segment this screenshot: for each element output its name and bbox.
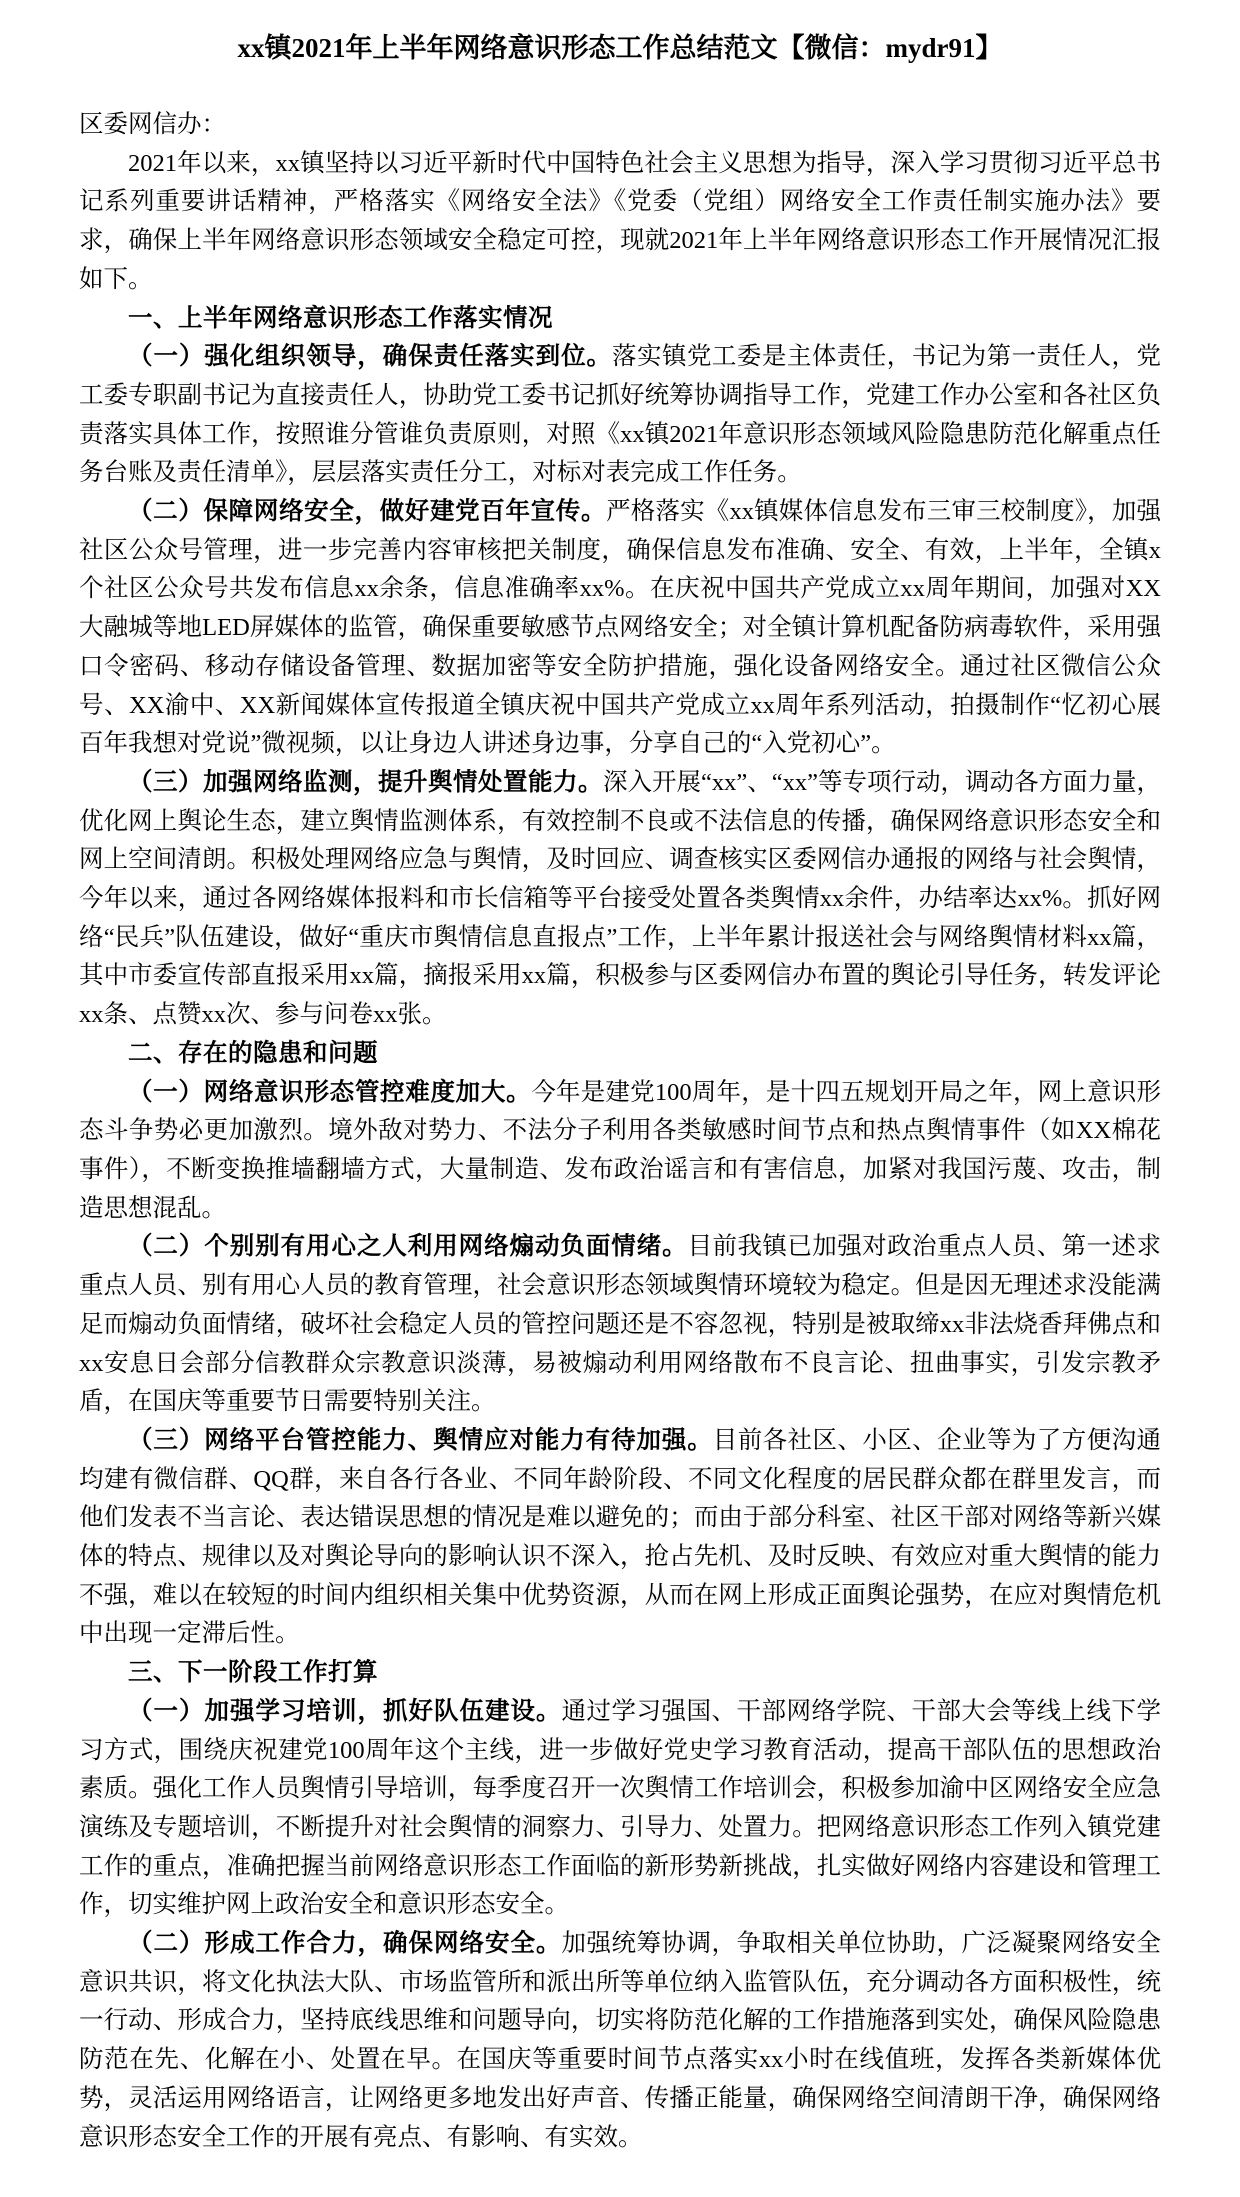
paragraph — [79, 1074, 1161, 1229]
paragraph-text: 2021年以来，xx镇坚持以习近平新时代中国特色社会主义思想为指导，深入学习贯彻习近平总书记系列重要讲话精神，严格落实《网络安全法》《党委（党组）网络安全工作责任制实施办法》要求，确保上半年网络意识形态领域安全稳定可控，现就2021年上半年网络意识形态工作开展情况汇报如下。 — [79, 149, 1161, 293]
paragraph — [79, 1422, 1161, 1654]
paragraph — [79, 764, 1161, 1035]
document-body — [79, 106, 1161, 2157]
paragraph-text: 落实镇党工委是主体责任，书记为第一责任人，党工委专职副书记为直接责任人，协助党工委书记抓好统筹协调指导工作，党建工作办公室和各社区负责落实具体工作，按照谁分管谁负责原则，对照《xx镇2021年意识形态领域风险隐患防范化解重点任务台账及责任清单》，层层落实责任分工，对标对表完成工作任务。 — [79, 343, 1162, 487]
paragraph — [79, 106, 1161, 145]
paragraph-lead: （一）加强学习培训，抓好队伍建设。 — [128, 1697, 562, 1725]
paragraph-text: 今年是建党100周年，是十四五规划开局之年，网上意识形态斗争势必更加激烈。境外敌对势力、不法分子利用各类敏感时间节点和热点舆情事件（如XX棉花事件），不断变换推墙翻墙方式，大量制造、发布政治谣言和有害信息，加紧对我国污蔑、攻击，制造思想混乱。 — [79, 1078, 1162, 1222]
paragraph-lead: （二）形成工作合力，确保网络安全。 — [128, 1930, 562, 1958]
paragraph-lead: 三、下一阶段工作打算 — [128, 1659, 378, 1687]
paragraph — [79, 1654, 1161, 1693]
paragraph-lead: （二）保障网络安全，做好建党百年宣传。 — [128, 498, 607, 526]
paragraph-text: 加强统筹协调，争取相关单位协助，广泛凝聚网络安全意识共识，将文化执法大队、市场监管所和派出所等单位纳入监管队伍，充分调动各方面积极性，统一行动、形成合力，坚持底线思维和问题导向，切实将防范化解的工作措施落到实处，确保风险隐患防范在先、化解在小、处置在早。在国庆等重要时间节点落实xx小时在线值班，发挥各类新媒体优势，灵活运用网络语言，让网络更多地发出好声音、传播正能量，确保网络空间清朗干净，确保网络意识形态安全工作的开展有亮点、有影响、有实效。 — [79, 1930, 1161, 2151]
paragraph-lead: （一）强化组织领导，确保责任落实到位。 — [128, 343, 613, 371]
paragraph-lead: （一）网络意识形态管控难度加大。 — [128, 1078, 532, 1106]
document-title: xx镇2021年上半年网络意识形态工作总结范文【微信：mydr91】 — [237, 33, 1003, 63]
paragraph-lead: 二、存在的隐患和问题 — [128, 1039, 378, 1067]
paragraph — [79, 1925, 1161, 2157]
paragraph-lead: （三）网络平台管控能力、舆情应对能力有待加强。 — [128, 1426, 713, 1454]
paragraph-lead: （二）个别别有用心之人利用网络煽动负面情绪。 — [128, 1233, 688, 1261]
paragraph-lead: （三）加强网络监测，提升舆情处置能力。 — [128, 768, 603, 796]
paragraph-text: 深入开展“xx”、“xx”等专项行动，调动各方面力量，优化网上舆论生态，建立舆情监测体系，有效控制不良或不法信息的传播，确保网络意识形态安全和网上空间清朗。积极处理网络应急与舆情，及时回应、调查核实区委网信办通报的网络与社会舆情，今年以来，通过各网络媒体报料和市长信箱等平台接受处置各类舆情xx余件，办结率达xx%。抓好网络“民兵”队伍建设，做好“重庆市舆情信息直报点”工作，上半年累计报送社会与网络舆情材料xx篇，其中市委宣传部直报采用xx篇，摘报采用xx篇，积极参与区委网信办布置的舆论引导任务，转发评论xx条、点赞xx次、参与问卷xx张。 — [79, 768, 1161, 1029]
paragraph-text: 严格落实《xx镇媒体信息发布三审三校制度》，加强社区公众号管理，进一步完善内容审核把关制度，确保信息发布准确、安全、有效，上半年，全镇x个社区公众号共发布信息xx余条，信息准确率xx%。在庆祝中国共产党成立xx周年期间，加强对XX大融城等地LED屏媒体的监管，确保重要敏感节点网络安全；对全镇计算机配备防病毒软件，采用强口令密码、移动存储设备管理、数据加密等安全防护措施，强化设备网络安全。通过社区微信公众号、XX渝中、XX新闻媒体宣传报道全镇庆祝中国共产党成立xx周年系列活动，拍摄制作“忆初心展百年我想对党说”微视频，以让身边人讲述身边事，分享自己的“入党初心”。 — [79, 498, 1162, 758]
paragraph-lead: 一、上半年网络意识形态工作落实情况 — [128, 304, 553, 332]
paragraph — [79, 1228, 1161, 1422]
paragraph — [79, 493, 1161, 764]
paragraph — [79, 1035, 1161, 1074]
paragraph — [79, 1693, 1161, 1925]
paragraph-text: 区委网信办： — [79, 111, 226, 138]
paragraph — [79, 300, 1161, 339]
paragraph-text: 通过学习强国、干部网络学院、干部大会等线上线下学习方式，围绕庆祝建党100周年这个主线，进一步做好党史学习教育活动，提高干部队伍的思想政治素质。强化工作人员舆情引导培训，每季度召开一次舆情工作培训会，积极参加渝中区网络安全应急演练及专题培训，不断提升对社会舆情的洞察力、引导力、处置力。把网络意识形态工作列入镇党建工作的重点，准确把握当前网络意识形态工作面临的新形势新挑战，扎实做好网络内容建设和管理工作，切实维护网上政治安全和意识形态安全。 — [79, 1697, 1161, 1919]
paragraph — [79, 145, 1161, 300]
paragraph — [79, 338, 1161, 493]
paragraph-text: 目前我镇已加强对政治重点人员、第一述求重点人员、别有用心人员的教育管理，社会意识形态领域舆情环境较为稳定。但是因无理述求没能满足而煽动负面情绪，破坏社会稳定人员的管控问题还是不容忽视，特别是被取缔xx非法烧香拜佛点和xx安息日会部分信教群众宗教意识淡薄，易被煽动利用网络散布不良言论、扭曲事实，引发宗教矛盾，在国庆等重要节日需要特别关注。 — [79, 1233, 1161, 1416]
paragraph-text: 目前各社区、小区、企业等为了方便沟通均建有微信群、QQ群，来自各行各业、不同年龄阶段、不同文化程度的居民群众都在群里发言，而他们发表不当言论、表达错误思想的情况是难以避免的；而由于部分科室、社区干部对网络等新兴媒体的特点、规律以及对舆论导向的影响认识不深入，抢占先机、及时反映、有效应对重大舆情的能力不强，难以在较短的时间内组织相关集中优势资源，从而在网上形成正面舆论强势，在应对舆情危机中出现一定滞后性。 — [79, 1426, 1162, 1648]
